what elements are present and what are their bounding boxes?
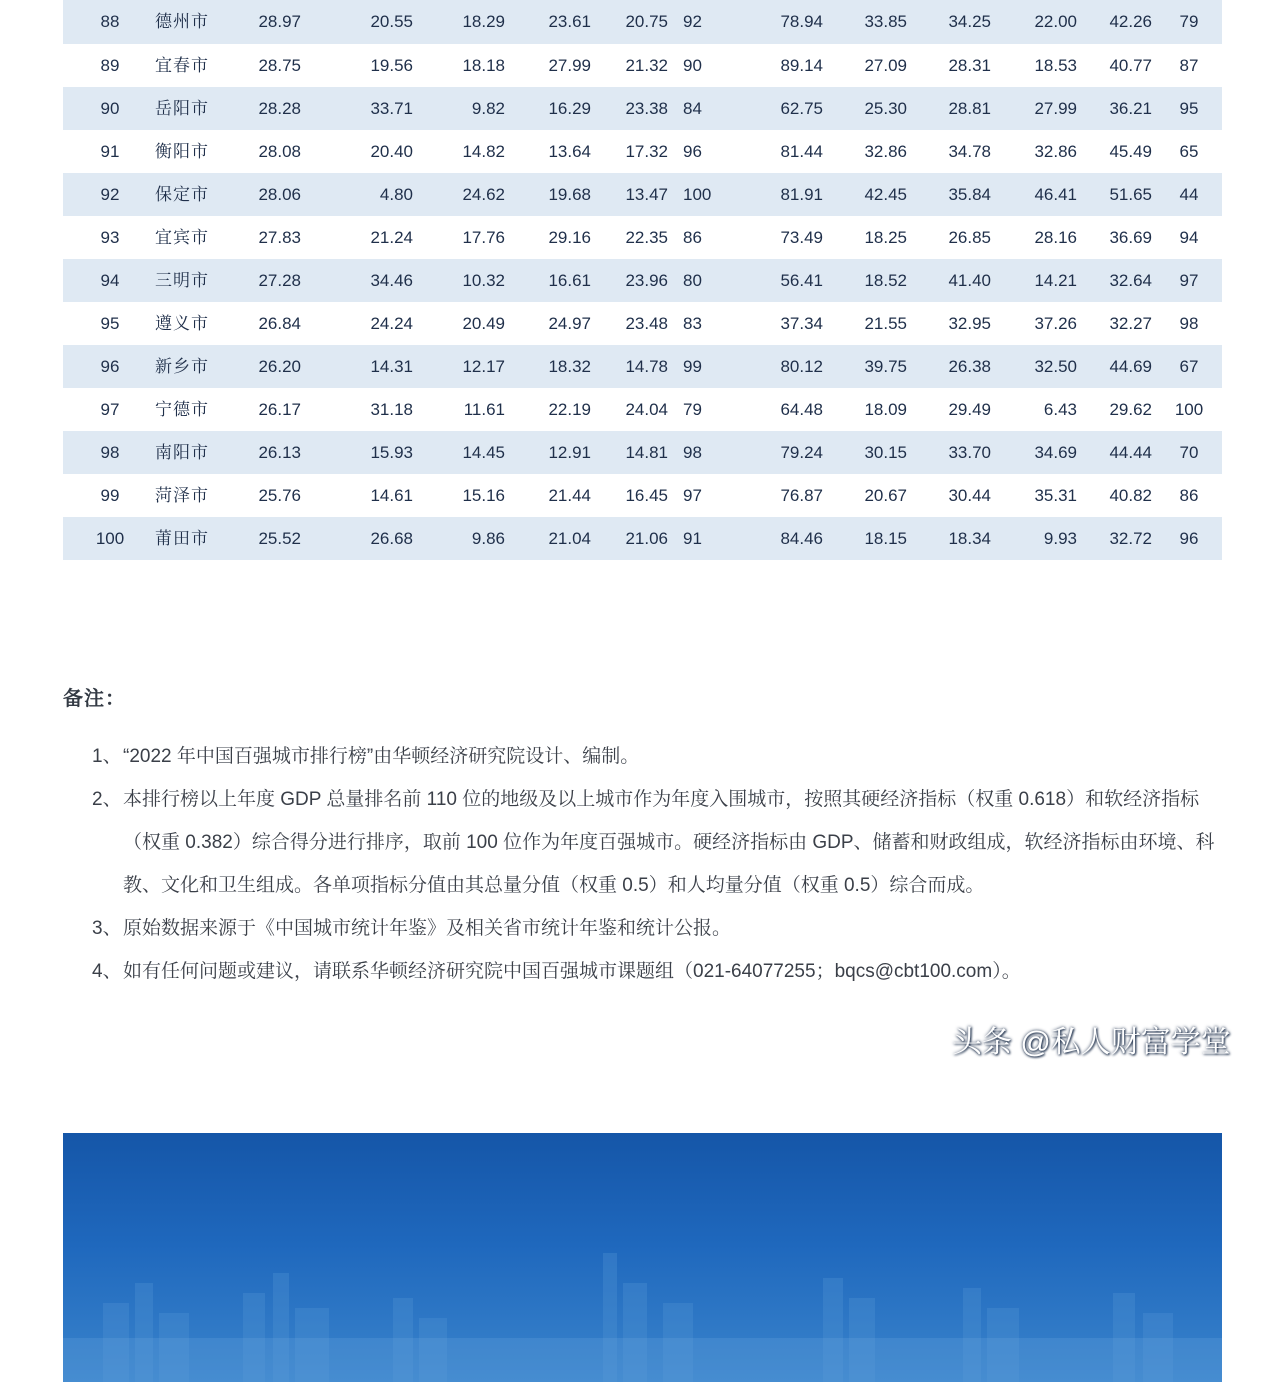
score-cell: 40.82 [1109, 486, 1152, 505]
ranking-table [63, 0, 1222, 560]
score-cell: 79 [683, 400, 702, 419]
score-cell: 32.86 [864, 142, 907, 161]
score-cell: 13.64 [548, 142, 591, 161]
city-cell: 菏泽市 [155, 486, 209, 505]
score-cell: 13.47 [625, 185, 668, 204]
score-cell: 18.15 [864, 529, 907, 548]
score-cell: 84 [683, 99, 702, 118]
score-cell: 87 [1179, 56, 1199, 75]
table-row [63, 173, 1222, 216]
score-cell: 37.26 [1034, 314, 1077, 333]
score-cell: 20.55 [370, 12, 413, 31]
score-cell: 9.86 [471, 529, 505, 548]
city-cell: 遵义市 [155, 314, 209, 333]
note-number: 3、 [92, 918, 122, 939]
city-cell: 新乡市 [155, 357, 209, 376]
score-cell: 27.99 [548, 56, 591, 75]
score-cell: 28.31 [948, 56, 991, 75]
score-cell: 44 [1179, 185, 1199, 204]
score-cell: 39.75 [864, 357, 907, 376]
score-cell: 27.28 [258, 271, 301, 290]
score-cell: 99 [683, 357, 702, 376]
score-cell: 4.80 [379, 185, 413, 204]
note-text: 如有任何问题或建议，请联系华顿经济研究院中国百强城市课题组（021-64077255；bqcs@cbt100.com）。 [123, 961, 1021, 982]
score-cell: 81.44 [780, 142, 823, 161]
score-cell: 14.61 [370, 486, 413, 505]
score-cell: 21.32 [625, 56, 668, 75]
rank-cell: 92 [100, 185, 120, 204]
table-row [63, 87, 1222, 130]
rank-cell: 93 [100, 228, 120, 247]
score-cell: 37.34 [780, 314, 823, 333]
score-cell: 22.00 [1034, 12, 1077, 31]
score-cell: 42.45 [864, 185, 907, 204]
score-cell: 34.25 [948, 12, 991, 31]
table-row [63, 474, 1222, 517]
city-cell: 德州市 [155, 12, 209, 31]
score-cell: 18.29 [462, 12, 505, 31]
rank-cell: 91 [100, 142, 120, 161]
score-cell: 31.18 [370, 400, 413, 419]
score-cell: 26.68 [370, 529, 413, 548]
score-cell: 21.24 [370, 228, 413, 247]
score-cell: 18.18 [462, 56, 505, 75]
score-cell: 44.44 [1109, 443, 1152, 462]
score-cell: 95 [1179, 99, 1199, 118]
score-cell: 40.77 [1109, 56, 1152, 75]
score-cell: 27.09 [864, 56, 907, 75]
note-number: 2、 [92, 789, 122, 810]
table-row [63, 130, 1222, 173]
score-cell: 36.21 [1109, 99, 1152, 118]
score-cell: 19.56 [370, 56, 413, 75]
score-cell: 46.41 [1034, 185, 1077, 204]
table-row [63, 302, 1222, 345]
score-cell: 12.91 [548, 443, 591, 462]
score-cell: 16.45 [625, 486, 668, 505]
score-cell: 91 [683, 529, 702, 548]
note-text: 原始数据来源于《中国城市统计年鉴》及相关省市统计年鉴和统计公报。 [123, 918, 732, 939]
note-text: “2022 年中国百强城市排行榜”由华顿经济研究院设计、编制。 [123, 746, 640, 767]
score-cell: 32.86 [1034, 142, 1077, 161]
score-cell: 81.91 [780, 185, 823, 204]
rank-cell: 96 [100, 357, 120, 376]
score-cell: 44.69 [1109, 357, 1152, 376]
score-cell: 30.15 [864, 443, 907, 462]
score-cell: 26.84 [258, 314, 301, 333]
score-cell: 34.69 [1034, 443, 1077, 462]
notes-list [92, 735, 1227, 993]
score-cell: 24.04 [625, 400, 668, 419]
score-cell: 32.50 [1034, 357, 1077, 376]
score-cell: 18.25 [864, 228, 907, 247]
note-number: 1、 [92, 746, 122, 767]
score-cell: 18.34 [948, 529, 991, 548]
score-cell: 9.82 [471, 99, 505, 118]
city-cell: 宁德市 [155, 400, 209, 419]
score-cell: 23.38 [625, 99, 668, 118]
score-cell: 83 [683, 314, 702, 333]
table-row [63, 345, 1222, 388]
score-cell: 21.06 [625, 529, 668, 548]
score-cell: 6.43 [1043, 400, 1077, 419]
city-skyline-graphic [63, 1133, 1222, 1382]
table-row [63, 259, 1222, 302]
score-cell: 28.28 [258, 99, 301, 118]
score-cell: 19.68 [548, 185, 591, 204]
table-row [63, 216, 1222, 259]
score-cell: 36.69 [1109, 228, 1152, 247]
score-cell: 86 [683, 228, 702, 247]
score-cell: 35.31 [1034, 486, 1077, 505]
score-cell: 28.75 [258, 56, 301, 75]
score-cell: 14.82 [462, 142, 505, 161]
score-cell: 25.76 [258, 486, 301, 505]
score-cell: 15.93 [370, 443, 413, 462]
score-cell: 33.70 [948, 443, 991, 462]
table-row [63, 388, 1222, 431]
score-cell: 64.48 [780, 400, 823, 419]
note-number: 4、 [92, 961, 122, 982]
score-cell: 79 [1179, 12, 1199, 31]
score-cell: 51.65 [1109, 185, 1152, 204]
score-cell: 10.32 [462, 271, 505, 290]
score-cell: 11.61 [463, 400, 505, 419]
score-cell: 42.26 [1109, 12, 1152, 31]
score-cell: 23.48 [625, 314, 668, 333]
rank-cell: 88 [100, 12, 120, 31]
score-cell: 20.67 [864, 486, 907, 505]
score-cell: 15.16 [462, 486, 505, 505]
note-item [92, 950, 1227, 993]
score-cell: 32.95 [948, 314, 991, 333]
city-cell: 宜春市 [155, 56, 209, 75]
score-cell: 25.30 [864, 99, 907, 118]
score-cell: 94 [1179, 228, 1199, 247]
score-cell: 29.62 [1109, 400, 1152, 419]
score-cell: 76.87 [780, 486, 823, 505]
city-cell: 宜宾市 [155, 228, 209, 247]
score-cell: 96 [1179, 529, 1199, 548]
score-cell: 29.16 [548, 228, 591, 247]
score-cell: 18.32 [548, 357, 591, 376]
rank-cell: 95 [100, 314, 120, 333]
score-cell: 20.75 [625, 12, 668, 31]
notes-heading: 备注： [63, 688, 126, 710]
score-cell: 26.13 [258, 443, 301, 462]
score-cell: 16.61 [548, 271, 591, 290]
score-cell: 90 [683, 56, 702, 75]
rank-cell: 89 [100, 56, 120, 75]
score-cell: 17.76 [462, 228, 505, 247]
rank-cell: 94 [100, 271, 120, 290]
score-cell: 22.35 [625, 228, 668, 247]
score-cell: 18.09 [864, 400, 907, 419]
score-cell: 20.49 [462, 314, 505, 333]
score-cell: 23.61 [548, 12, 591, 31]
score-cell: 80.12 [780, 357, 823, 376]
score-cell: 18.53 [1034, 56, 1077, 75]
score-cell: 24.97 [548, 314, 591, 333]
score-cell: 33.85 [864, 12, 907, 31]
score-cell: 98 [1179, 314, 1199, 333]
score-cell: 14.78 [625, 357, 668, 376]
table-row [63, 431, 1222, 474]
city-cell: 岳阳市 [155, 99, 209, 118]
score-cell: 34.78 [948, 142, 991, 161]
score-cell: 28.81 [948, 99, 991, 118]
score-cell: 26.85 [948, 228, 991, 247]
city-cell: 南阳市 [155, 443, 209, 462]
score-cell: 96 [683, 142, 702, 161]
score-cell: 26.38 [948, 357, 991, 376]
score-cell: 62.75 [780, 99, 823, 118]
score-cell: 28.08 [258, 142, 301, 161]
score-cell: 16.29 [548, 99, 591, 118]
score-cell: 21.04 [548, 529, 591, 548]
score-cell: 97 [1179, 271, 1199, 290]
score-cell: 9.93 [1043, 529, 1077, 548]
score-cell: 21.44 [548, 486, 591, 505]
rank-cell: 100 [95, 529, 125, 548]
score-cell: 24.24 [370, 314, 413, 333]
score-cell: 18.52 [864, 271, 907, 290]
score-cell: 26.20 [258, 357, 301, 376]
score-cell: 80 [683, 271, 702, 290]
note-item [92, 907, 1227, 950]
score-cell: 14.31 [370, 357, 413, 376]
score-cell: 23.96 [625, 271, 668, 290]
score-cell: 100 [1174, 400, 1204, 419]
note-item [92, 735, 1227, 778]
rank-cell: 97 [100, 400, 120, 419]
score-cell: 32.64 [1109, 271, 1152, 290]
score-cell: 33.71 [370, 99, 413, 118]
score-cell: 98 [683, 443, 702, 462]
score-cell: 34.46 [370, 271, 413, 290]
city-cell: 莆田市 [155, 529, 209, 548]
note-text: 本排行榜以上年度 GDP 总量排名前 110 位的地级及以上城市作为年度入围城市，按照其硬经济指标（权重 0.618）和软经济指标（权重 0.382）综合得分进行排序，取前 100 位作为年度百强城市。硬经济指标由 GDP、储蓄和财政组成，软经济指标由环境、科教、文化和卫生组成。各单项指标分值由其总量分值（权重 0.5）和人均量分值（权重 0.5）综合而成。 [123, 789, 1215, 896]
score-cell: 32.72 [1109, 529, 1152, 548]
score-cell: 14.21 [1034, 271, 1077, 290]
score-cell: 20.40 [370, 142, 413, 161]
score-cell: 25.52 [258, 529, 301, 548]
score-cell: 70 [1179, 443, 1199, 462]
rank-cell: 98 [100, 443, 120, 462]
score-cell: 14.45 [462, 443, 505, 462]
table-row [63, 517, 1222, 560]
note-item [92, 778, 1227, 907]
score-cell: 45.49 [1109, 142, 1152, 161]
score-cell: 12.17 [462, 357, 505, 376]
score-cell: 65 [1179, 142, 1199, 161]
score-cell: 27.99 [1034, 99, 1077, 118]
score-cell: 21.55 [864, 314, 907, 333]
rank-cell: 99 [100, 486, 120, 505]
watermark [952, 1005, 1252, 1061]
score-cell: 84.46 [780, 529, 823, 548]
table-row [63, 0, 1222, 44]
score-cell: 86 [1179, 486, 1199, 505]
score-cell: 100 [683, 185, 712, 204]
score-cell: 29.49 [948, 400, 991, 419]
score-cell: 67 [1179, 357, 1199, 376]
score-cell: 28.06 [258, 185, 301, 204]
score-cell: 73.49 [780, 228, 823, 247]
score-cell: 30.44 [948, 486, 991, 505]
score-cell: 97 [683, 486, 702, 505]
score-cell: 41.40 [948, 271, 991, 290]
table-row [63, 44, 1222, 87]
score-cell: 56.41 [780, 271, 823, 290]
score-cell: 27.83 [258, 228, 301, 247]
score-cell: 28.97 [258, 12, 301, 31]
footer-banner-image [63, 1133, 1222, 1382]
score-cell: 14.81 [625, 443, 668, 462]
score-cell: 78.94 [780, 12, 823, 31]
score-cell: 24.62 [462, 185, 505, 204]
score-cell: 22.19 [548, 400, 591, 419]
city-cell: 保定市 [155, 185, 209, 204]
score-cell: 89.14 [780, 56, 823, 75]
score-cell: 79.24 [780, 443, 823, 462]
score-cell: 26.17 [258, 400, 301, 419]
score-cell: 35.84 [948, 185, 991, 204]
city-cell: 三明市 [155, 271, 209, 290]
score-cell: 32.27 [1109, 314, 1152, 333]
score-cell: 92 [683, 12, 702, 31]
score-cell: 17.32 [625, 142, 668, 161]
rank-cell: 90 [100, 99, 120, 118]
city-cell: 衡阳市 [155, 142, 209, 161]
score-cell: 28.16 [1034, 228, 1077, 247]
watermark-text: 头条 @私人财富学堂 [952, 1026, 1231, 1059]
